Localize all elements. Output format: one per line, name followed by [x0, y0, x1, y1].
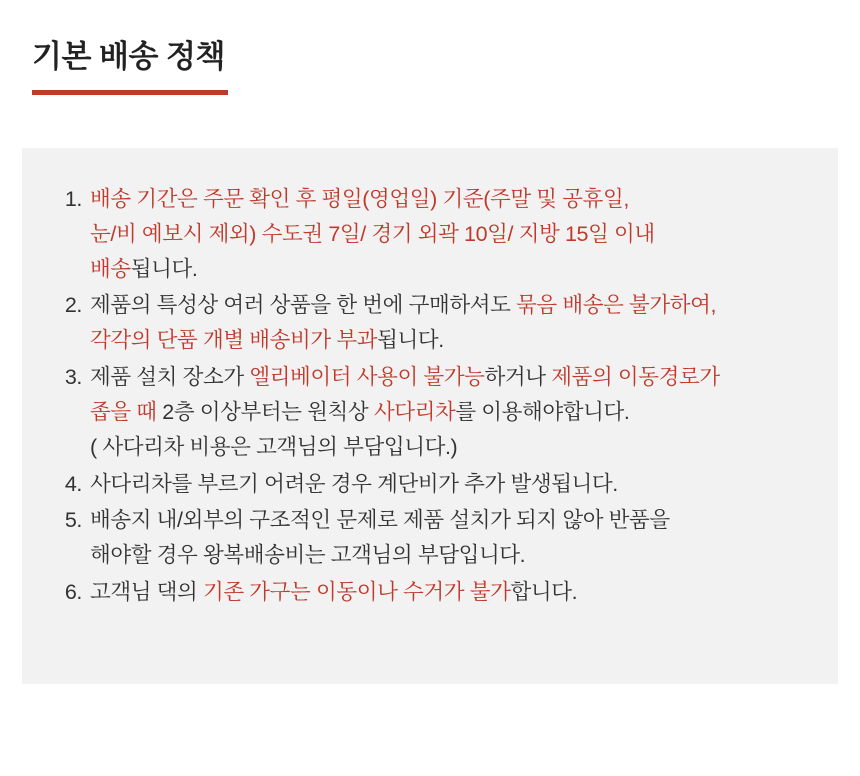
- policy-line: [90, 538, 808, 573]
- policy-line: [90, 575, 808, 610]
- policy-line: [90, 217, 808, 252]
- policy-line: [90, 395, 808, 430]
- policy-text: 합니다.: [510, 580, 578, 605]
- policy-item: [90, 182, 808, 286]
- title-underline: [32, 90, 228, 95]
- policy-text-highlight: 제품의 이동경로가: [551, 365, 720, 390]
- policy-item: [90, 288, 808, 358]
- policy-line: [90, 182, 808, 217]
- policy-text: 고객님 댁의: [90, 580, 203, 605]
- policy-item: [90, 503, 808, 573]
- policy-item: [90, 575, 808, 610]
- policy-panel: [22, 148, 838, 684]
- policy-text-highlight: 눈/비 예보시 제외) 수도권 7일/ 경기 외곽 10일/ 지방 15일 이내: [90, 221, 655, 246]
- policy-text-highlight: 엘리베이터 사용이 불가능: [249, 365, 485, 390]
- policy-line: [90, 503, 808, 538]
- title-block: [32, 38, 228, 95]
- policy-text-highlight: 배송 기간은 주문 확인 후 평일(영업일) 기준(주말 및 공휴일,: [90, 187, 629, 211]
- policy-text: 됩니다.: [130, 256, 198, 281]
- policy-line: [90, 360, 808, 395]
- page-title: 기본 배송 정책: [32, 39, 225, 74]
- policy-text: 제품의 특성상 여러 상품을 한 번에 구매하셔도: [90, 293, 517, 318]
- policy-line: [90, 288, 808, 323]
- policy-item: [90, 467, 808, 502]
- policy-line: [90, 252, 808, 287]
- policy-item: [90, 360, 808, 464]
- policy-text: 해야할 경우 왕복배송비는 고객님의 부담입니다.: [90, 543, 526, 568]
- policy-text: 배송지 내/외부의 구조적인 문제로 제품 설치가 되지 않아 반품을: [90, 508, 670, 533]
- policy-text-highlight: 배송: [90, 256, 131, 281]
- policy-text: 사다리차를 부르기 어려운 경우 계단비가 추가 발생됩니다.: [90, 471, 618, 496]
- policy-text: ( 사다리차 비용은 고객님의 부담입니다.): [90, 434, 458, 459]
- policy-line: [90, 323, 808, 358]
- policy-text: 2층 이상부터는 원칙상: [156, 399, 374, 424]
- policy-text-highlight: 각각의 단품 개별 배송비가 부과: [90, 328, 378, 353]
- policy-text-highlight: 기존 가구는 이동이나 수거가 불가: [203, 580, 511, 605]
- policy-text: 하거나: [484, 365, 552, 390]
- policy-text-highlight: 묶음 배송은 불가하여,: [516, 293, 717, 318]
- policy-line: [90, 467, 808, 502]
- policy-text: 제품 설치 장소가: [90, 365, 250, 390]
- policy-text-highlight: 사다리차: [373, 399, 456, 424]
- policy-text: 를 이용해야합니다.: [455, 399, 630, 424]
- policy-line: [90, 430, 808, 465]
- policy-list: [52, 182, 808, 610]
- policy-text-highlight: 좁을 때: [90, 399, 157, 424]
- policy-text: 됩니다.: [377, 328, 444, 353]
